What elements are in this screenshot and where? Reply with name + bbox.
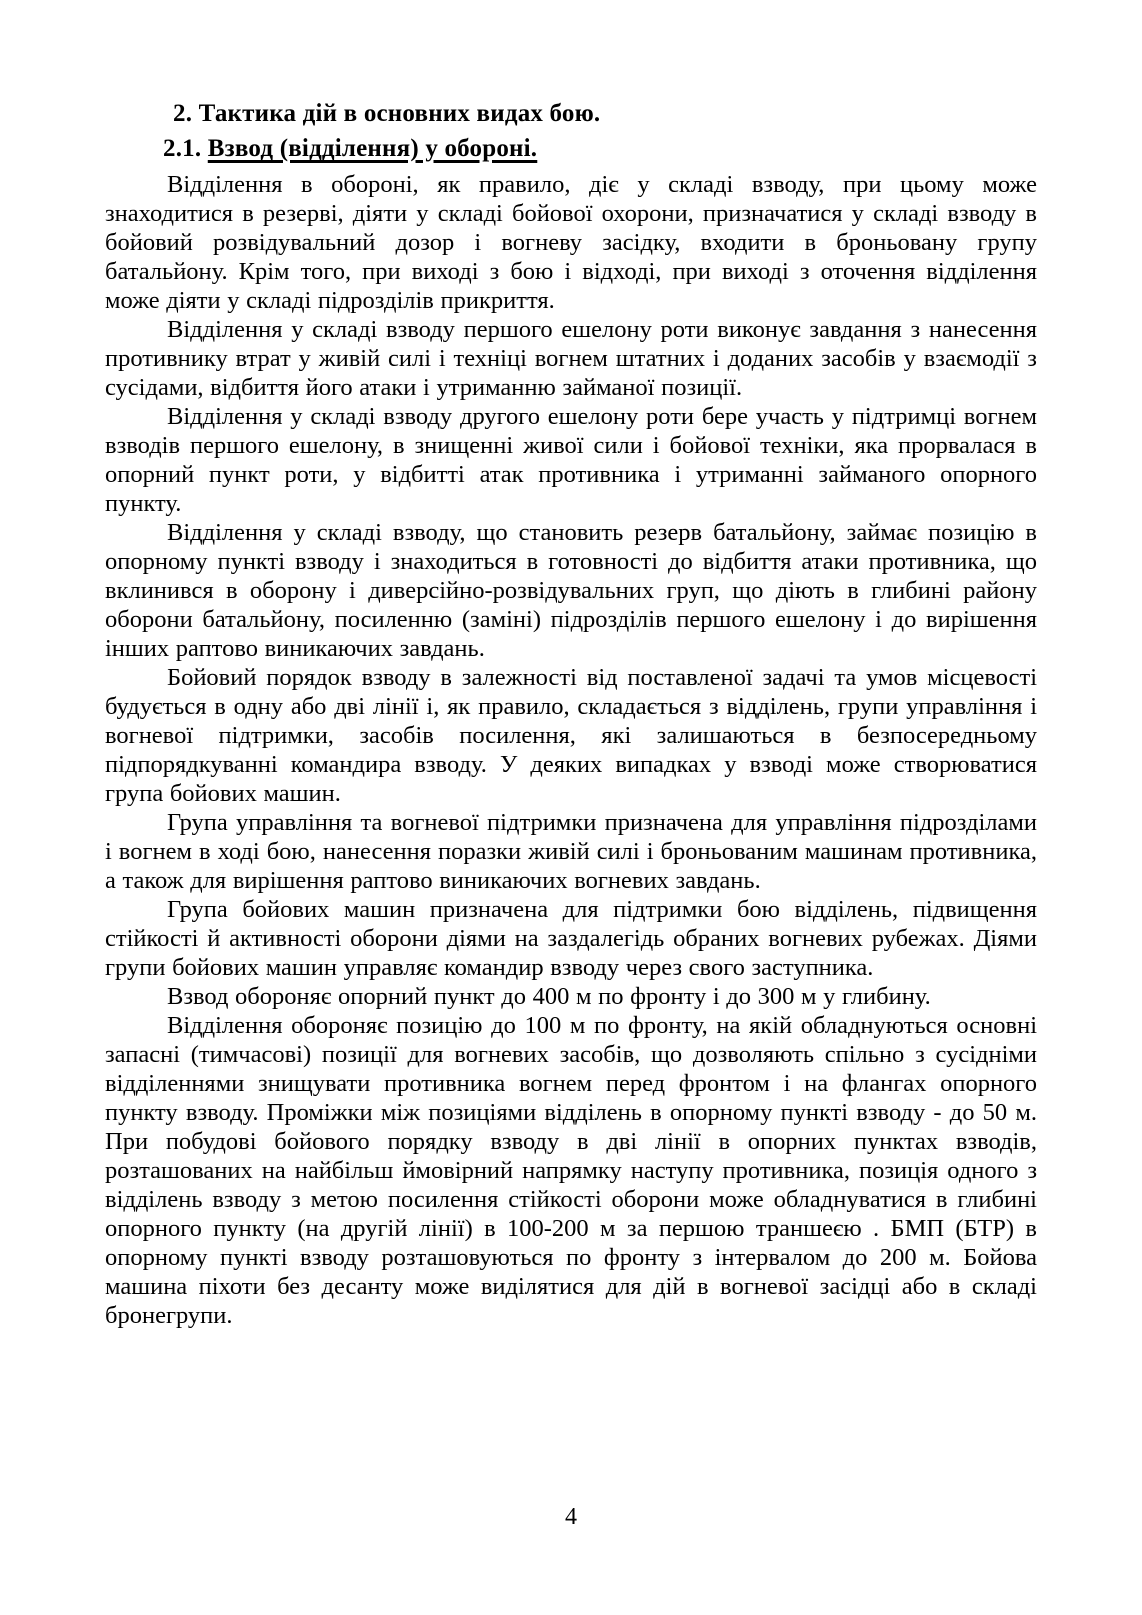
section-heading: 2. Тактика дій в основних видах бою. bbox=[173, 100, 601, 127]
paragraph-second-echelon: Відділення у складі взводу другого ешелону роти бере участь у підтримці вогнем взводів першого ешелону, в знищенні живої сили і бойової техніки, яка прорвалася в опорний пункт роти, у відбитті атак противника і утриманні займаного опорного пункту. bbox=[105, 403, 1037, 517]
paragraph-platoon-strongpoint: Взвод обороняє опорний пункт до 400 м по фронту і до 300 м у глибину. bbox=[167, 983, 931, 1010]
paragraph-defence-role: Відділення в обороні, як правило, діє у складі взводу, при цьому може знаходитися в резерві, діяти у складі бойової охорони, призначатися у складі взводу в бойовий розвідувальний дозор і вогневу засідку, входити в броньовану групу батальйону. Крім того, при виході з бою і відході, при виході з оточення відділення може діяти у складі підрозділів прикриття. bbox=[105, 171, 1037, 314]
subsection-heading bbox=[105, 133, 1037, 164]
subsection-number: 2.1. bbox=[163, 135, 202, 162]
paragraph-combat-vehicle-group: Група бойових машин призначена для підтримки бою відділень, підвищення стійкості й активності оборони діями на заздалегідь обраних вогневих рубежах. Діями групи бойових машин управляє командир взводу через свого заступника. bbox=[105, 896, 1037, 981]
paragraph-control-group: Група управління та вогневої підтримки призначена для управління підрозділами і вогнем в ході бою, нанесення поразки живій силі і броньованим машинам противника, а також для вирішення раптово виникаючих вогневих завдань. bbox=[105, 809, 1037, 894]
page-number: 4 bbox=[565, 1504, 577, 1530]
paragraph-battalion-reserve: Відділення у складі взводу, що становить резерв батальйону, займає позицію в опорному пункті взводу і знаходиться в готовності до відбиття атаки противника, що вклинився в оборону і диверсійно-розвідувальних груп, що діють в глибині району оборони батальйону, посиленню (заміні) підрозділів першого ешелону і до вирішення інших раптово виникаючих завдань. bbox=[105, 519, 1037, 662]
paragraph-first-echelon: Відділення у складі взводу першого ешелону роти виконує завдання з нанесення противнику втрат у живій силі і техніці вогнем штатних і доданих засобів у взаємодії з сусідами, відбиття його атаки і утриманню займаної позиції. bbox=[105, 316, 1037, 401]
subsection-title: Взвод (відділення) у обороні. bbox=[207, 135, 538, 162]
paragraph-battle-order: Бойовий порядок взводу в залежності від поставленої задачі та умов місцевості будується в одну або дві лінії і, як правило, складається з відділень, групи управління і вогневої підтримки, засобів посилення, які залишаються в безпосередньому підпорядкуванні командира взводу. У деяких випадках у взводі може створюватися група бойових машин. bbox=[105, 664, 1037, 807]
paragraph-squad-position: Відділення обороняє позицію до 100 м по фронту, на якій обладнуються основні запасні (тимчасові) позиції для вогневих засобів, що дозволяють спільно з сусідніми відділеннями знищувати противника вогнем перед фронтом і на флангах опорного пункту взводу. Проміжки між позиціями відділень в опорному пункті взводу - до 50 м. При побудові бойового порядку взводу в дві лінії в опорних пунктах взводів, розташованих на найбільш ймовірний напрямку наступу противника, позиція одного з відділень взводу з метою посилення стійкості оборони може обладнуватися в глибині опорного пункту (на другій лінії) в 100-200 м за першою траншеєю . БМП (БТР) в опорному пункті взводу розташовуються по фронту з інтервалом до 200 м. Бойова машина піхоти без десанту може виділятися для дій в вогневої засідці або в складі бронегрупи. bbox=[105, 1012, 1037, 1329]
